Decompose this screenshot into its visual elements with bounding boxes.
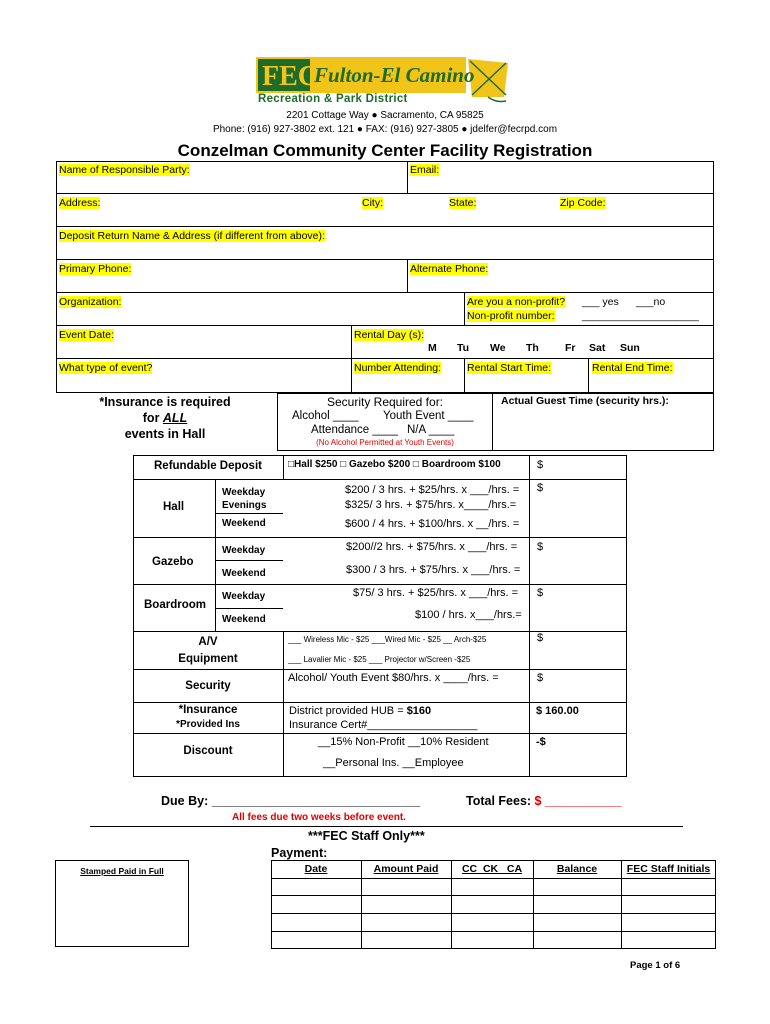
alternate-phone-field[interactable]: Alternate Phone:: [410, 263, 489, 275]
boardroom-amount[interactable]: $: [537, 587, 544, 599]
col-balance: Balance: [556, 863, 598, 875]
security-youth-option[interactable]: Youth Event ____: [383, 410, 474, 422]
discount-options-2[interactable]: __Personal Ins. __Employee: [323, 757, 464, 769]
security-required-title: Security Required for:: [326, 395, 444, 409]
day-wednesday[interactable]: We: [490, 342, 506, 354]
hall-weekend-label: Weekend: [222, 518, 266, 529]
total-fees: [466, 794, 621, 808]
responsible-party-field[interactable]: Name of Responsible Party:: [59, 164, 190, 176]
district-hub-label: District provided HUB =: [289, 705, 407, 717]
insurance-for-text: for: [142, 411, 163, 425]
day-friday[interactable]: Fr: [565, 342, 576, 354]
day-thursday[interactable]: Th: [526, 342, 539, 354]
event-type-field[interactable]: What type of event?: [59, 362, 153, 374]
page-title: Conzelman Community Center Facility Registration: [177, 141, 593, 160]
stamped-paid-label: Stamped Paid in Full: [80, 866, 164, 876]
insurance-cert-field[interactable]: Insurance Cert#__________________: [289, 719, 478, 731]
equipment-label: Equipment: [178, 653, 238, 665]
insurance-all-emphasis: ALL: [162, 411, 188, 425]
security-alcohol-option[interactable]: Alcohol ____: [292, 410, 359, 422]
no-alcohol-note: (No Alcohol Permitted at Youth Events): [316, 438, 454, 447]
day-saturday[interactable]: Sat: [589, 342, 606, 354]
district-hub-text: [289, 705, 431, 717]
day-tuesday[interactable]: Tu: [457, 342, 470, 354]
insurance-events-text: events in Hall: [124, 427, 206, 441]
district-hub-price: $160: [406, 705, 432, 717]
av-options-line-2[interactable]: ___ Lavalier Mic - $25 ___ Projector w/Screen -$25: [288, 655, 471, 664]
boardroom-label: Boardroom: [144, 599, 206, 611]
av-label: A/V: [198, 636, 218, 648]
page-number: Page 1 of 6: [630, 960, 681, 971]
security-attendance-option[interactable]: Attendance ____: [311, 424, 398, 436]
total-fees-value[interactable]: $ ___________: [534, 794, 622, 808]
gazebo-weekday-rate[interactable]: $200//2 hrs. + $75/hrs. x ___/hrs. =: [346, 541, 518, 553]
gazebo-weekend-label: Weekend: [222, 568, 266, 579]
gazebo-label: Gazebo: [152, 556, 194, 568]
discount-options-1[interactable]: __15% Non-Profit __10% Resident: [318, 736, 489, 748]
nonprofit-yes-option[interactable]: ___ yes: [582, 296, 619, 308]
staff-only-title: ***FEC Staff Only***: [308, 829, 425, 843]
due-note: All fees due two weeks before event.: [232, 812, 406, 823]
insurance-required-text: *Insurance is required: [99, 395, 231, 409]
boardroom-weekend-rate[interactable]: $100 / hrs. x___/hrs.=: [415, 609, 522, 621]
boardroom-weekday-rate[interactable]: $75/ 3 hrs. + $25/hrs. x ___/hrs. =: [353, 587, 519, 599]
deposit-return-field[interactable]: Deposit Return Name & Address (if different from above):: [59, 230, 325, 242]
address-line: 2201 Cottage Way ● Sacramento, CA 95825: [286, 110, 484, 121]
boardroom-weekend-label: Weekend: [222, 614, 266, 625]
due-by-field[interactable]: Due By: ______________________________: [161, 794, 421, 808]
day-sunday[interactable]: Sun: [620, 342, 640, 354]
av-amount[interactable]: $: [537, 632, 544, 644]
boardroom-weekday-label: Weekday: [222, 591, 266, 602]
event-date-field[interactable]: Event Date:: [59, 329, 114, 341]
col-amount-paid: Amount Paid: [373, 863, 439, 875]
av-options-line-1[interactable]: ___ Wireless Mic - $25 ___Wired Mic - $25 __ Arch-$25: [288, 635, 487, 644]
gazebo-amount[interactable]: $: [537, 541, 544, 553]
insurance-all-text: [60, 411, 270, 425]
guest-time-field[interactable]: Actual Guest Time (security hrs.):: [501, 395, 669, 407]
contact-line: Phone: (916) 927-3802 ext. 121 ● FAX: (916) 927-3805 ● jdelfer@fecrpd.com: [212, 124, 558, 135]
city-field[interactable]: City:: [362, 197, 383, 209]
nonprofit-no-option[interactable]: ___no: [636, 296, 666, 308]
number-attending-field[interactable]: Number Attending:: [354, 362, 441, 374]
rental-end-field[interactable]: Rental End Time:: [592, 362, 673, 374]
nonprofit-question: Are you a non-profit?: [467, 296, 566, 308]
col-date: Date: [304, 863, 328, 875]
security-fee-rate[interactable]: Alcohol/ Youth Event $80/hrs. x ____/hrs. =: [288, 672, 499, 684]
state-field[interactable]: State:: [449, 197, 477, 209]
insurance-amount: $ 160.00: [536, 705, 579, 717]
gazebo-weekday-label: Weekday: [222, 545, 266, 556]
nonprofit-number-field[interactable]: ____________________: [582, 310, 699, 322]
logo-main-text: Fulton-El Camino: [314, 63, 475, 87]
discount-label: Discount: [183, 745, 233, 757]
hall-weekday-rate-2[interactable]: $325/ 3 hrs. + $75/hrs. x____/hrs.=: [345, 499, 517, 511]
provided-ins-label: *Provided Ins: [176, 719, 240, 730]
rental-day-label: Rental Day (s):: [354, 329, 425, 341]
hall-amount[interactable]: $: [537, 482, 544, 494]
refundable-deposit-label: Refundable Deposit: [154, 460, 262, 472]
col-staff-initials: FEC Staff Initials: [626, 863, 711, 875]
total-fees-label: Total Fees:: [466, 794, 535, 808]
address-field[interactable]: Address:: [59, 197, 101, 209]
deposit-amount[interactable]: $: [537, 459, 544, 471]
col-payment-type: CC CK CA: [461, 863, 523, 875]
svg-text:FEC: FEC: [262, 61, 318, 92]
hall-label: Hall: [163, 501, 185, 513]
security-fee-label: Security: [185, 680, 231, 692]
payment-label: Payment:: [271, 846, 328, 860]
hall-weekday-evenings-label: Weekday Evenings: [222, 487, 267, 511]
deposit-options[interactable]: □Hall $250 □ Gazebo $200 □ Boardroom $100: [288, 459, 501, 470]
insurance-fee-label: *Insurance: [178, 704, 238, 716]
discount-amount[interactable]: -$: [536, 736, 546, 748]
day-monday[interactable]: M: [428, 342, 437, 354]
security-amount[interactable]: $: [537, 672, 544, 684]
email-field[interactable]: Email:: [410, 164, 440, 176]
gazebo-weekend-rate[interactable]: $300 / 3 hrs. + $75/hrs. x ___/hrs. =: [346, 564, 521, 576]
logo-sub-text: Recreation & Park District: [258, 93, 408, 105]
hall-weekday-rate-1[interactable]: $200 / 3 hrs. + $25/hrs. x ___/hrs. =: [345, 484, 520, 496]
security-na-option[interactable]: N/A ____: [407, 424, 455, 436]
section-divider: [90, 826, 683, 827]
hall-weekend-rate[interactable]: $600 / 4 hrs. + $100/hrs. x __/hrs. =: [345, 518, 520, 530]
primary-phone-field[interactable]: Primary Phone:: [59, 263, 132, 275]
rental-start-field[interactable]: Rental Start Time:: [467, 362, 552, 374]
zip-field[interactable]: Zip Code:: [560, 197, 606, 209]
district-logo: [256, 57, 512, 107]
organization-field[interactable]: Organization:: [59, 296, 122, 308]
nonprofit-number-label: Non-profit number:: [467, 310, 555, 322]
